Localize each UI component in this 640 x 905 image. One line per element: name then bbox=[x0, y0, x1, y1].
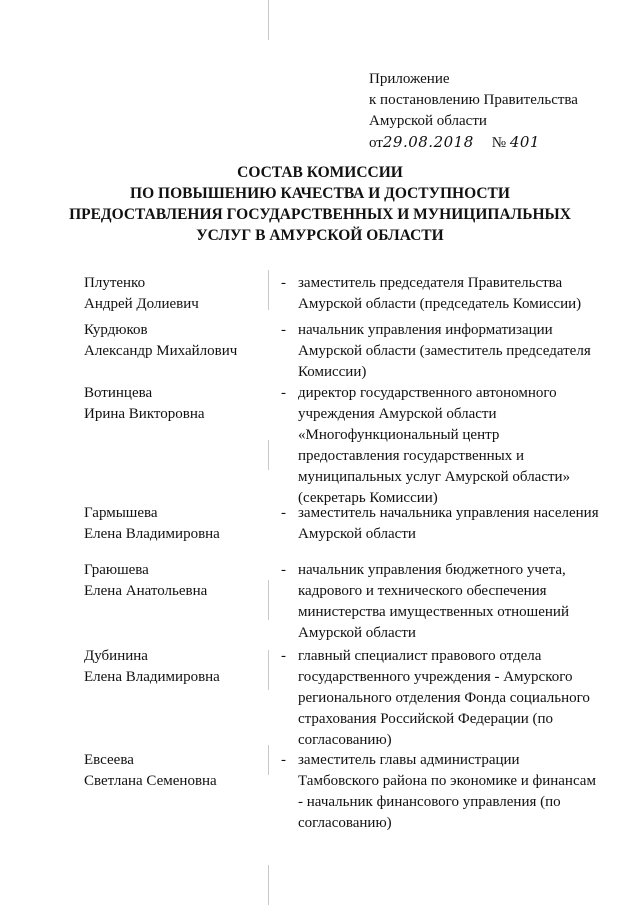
position-line: согласованию) bbox=[298, 815, 392, 831]
position-line: Амурской области (председатель Комиссии) bbox=[298, 296, 582, 312]
scan-artifact bbox=[268, 440, 269, 470]
member-position bbox=[298, 646, 608, 751]
member-name bbox=[84, 646, 220, 688]
scan-artifact bbox=[268, 580, 269, 620]
member-given-names: Елена Владимировна bbox=[84, 526, 220, 542]
member-position bbox=[298, 383, 608, 509]
member-dash: - bbox=[281, 322, 286, 338]
member-given-names: Елена Анатольевна bbox=[84, 583, 208, 599]
appendix-region: Амурской области bbox=[369, 113, 487, 129]
member-dash: - bbox=[281, 752, 286, 768]
position-line: предоставления государственных и bbox=[298, 448, 525, 464]
position-line: директор государственного автономного bbox=[298, 385, 557, 401]
title-line: ПРЕДОСТАВЛЕНИЯ ГОСУДАРСТВЕННЫХ И МУНИЦИПАЛЬНЫХ bbox=[69, 206, 571, 223]
member-position bbox=[298, 750, 608, 834]
title-line: УСЛУГ В АМУРСКОЙ ОБЛАСТИ bbox=[196, 227, 444, 244]
position-line: учреждения Амурской области bbox=[298, 406, 497, 422]
scan-artifact bbox=[268, 270, 269, 310]
position-line: государственного учреждения - Амурского bbox=[298, 669, 573, 685]
member-surname: Евсеева bbox=[84, 752, 134, 768]
position-line: Амурской области (заместитель председателя bbox=[298, 343, 591, 359]
member-position bbox=[298, 273, 608, 315]
position-line: главный специалист правового отдела bbox=[298, 648, 542, 664]
member-name bbox=[84, 320, 237, 362]
position-line: «Многофункциональный центр bbox=[298, 427, 500, 443]
appendix-resolution-ref: к постановлению Правительства bbox=[369, 92, 578, 108]
handwritten-number: 401 bbox=[509, 133, 540, 151]
date-from-label: от bbox=[369, 135, 383, 151]
member-name bbox=[84, 503, 220, 545]
position-line: страхования Российской Федерации (по bbox=[298, 711, 554, 727]
document-title bbox=[60, 162, 580, 246]
position-line: начальник управления информатизации bbox=[298, 322, 553, 338]
member-given-names: Елена Владимировна bbox=[84, 669, 220, 685]
member-position bbox=[298, 503, 608, 545]
scan-artifact bbox=[268, 0, 269, 40]
member-surname: Курдюков bbox=[84, 322, 148, 338]
member-given-names: Светлана Семеновна bbox=[84, 773, 217, 789]
position-line: Тамбовского района по экономике и финансам bbox=[298, 773, 596, 789]
member-name bbox=[84, 560, 207, 602]
member-surname: Плутенко bbox=[84, 275, 146, 291]
member-name bbox=[84, 383, 205, 425]
position-line: министерства имущественных отношений bbox=[298, 604, 569, 620]
member-given-names: Андрей Долиевич bbox=[84, 296, 199, 312]
member-dash: - bbox=[281, 275, 286, 291]
position-line: регионального отделения Фонда социального bbox=[298, 690, 590, 706]
member-surname: Вотинцева bbox=[84, 385, 153, 401]
position-line: Амурской области bbox=[298, 526, 416, 542]
appendix-header bbox=[369, 69, 578, 154]
member-dash: - bbox=[281, 648, 286, 664]
position-line: заместитель главы администрации bbox=[298, 752, 520, 768]
position-line: Амурской области bbox=[298, 625, 416, 641]
handwritten-date: 29.08.2018 bbox=[382, 133, 474, 151]
position-line: начальник управления бюджетного учета, bbox=[298, 562, 566, 578]
appendix-date-line bbox=[369, 132, 578, 154]
position-line: заместитель начальника управления населения bbox=[298, 505, 599, 521]
position-line: заместитель председателя Правительства bbox=[298, 275, 563, 291]
member-surname: Дубинина bbox=[84, 648, 148, 664]
position-line: кадрового и технического обеспечения bbox=[298, 583, 547, 599]
appendix-title: Приложение bbox=[369, 71, 450, 87]
member-given-names: Александр Михайлович bbox=[84, 343, 238, 359]
member-dash: - bbox=[281, 385, 286, 401]
position-line: согласованию) bbox=[298, 732, 392, 748]
member-name bbox=[84, 750, 217, 792]
scan-artifact bbox=[268, 865, 269, 905]
position-line: (секретарь Комиссии) bbox=[298, 490, 438, 506]
title-line: ПО ПОВЫШЕНИЮ КАЧЕСТВА И ДОСТУПНОСТИ bbox=[130, 185, 510, 202]
member-surname: Граюшева bbox=[84, 562, 149, 578]
member-position bbox=[298, 320, 608, 383]
scan-artifact bbox=[268, 650, 269, 690]
member-given-names: Ирина Викторовна bbox=[84, 406, 205, 422]
scan-artifact bbox=[268, 745, 269, 775]
member-dash: - bbox=[281, 562, 286, 578]
title-line: СОСТАВ КОМИССИИ bbox=[237, 164, 403, 181]
member-position bbox=[298, 560, 608, 644]
member-surname: Гармышева bbox=[84, 505, 158, 521]
member-dash: - bbox=[281, 505, 286, 521]
position-line: Комиссии) bbox=[298, 364, 367, 380]
position-line: муниципальных услуг Амурской области» bbox=[298, 469, 571, 485]
position-line: - начальник финансового управления (по bbox=[298, 794, 561, 810]
number-label: № bbox=[491, 135, 507, 151]
member-name bbox=[84, 273, 199, 315]
